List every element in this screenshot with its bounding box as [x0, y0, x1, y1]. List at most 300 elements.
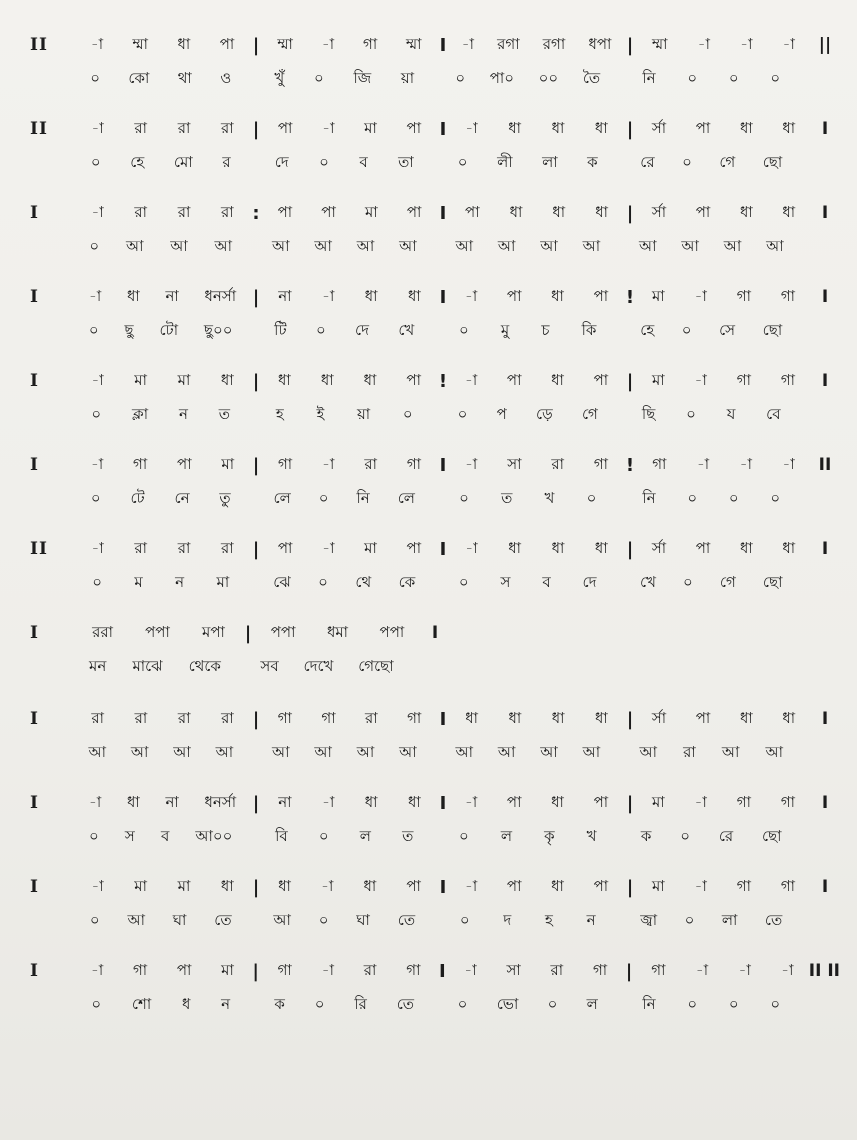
- lyric-syllable: ছি: [641, 404, 656, 423]
- lyric-syllable: গে: [719, 152, 736, 171]
- note: -া: [694, 286, 707, 305]
- lyric-group: [443, 235, 627, 260]
- stanza: [30, 616, 450, 684]
- lyric-syllable: কে: [398, 572, 416, 591]
- lyric-group: [443, 571, 627, 596]
- lyric-group: [76, 571, 260, 596]
- note: পা: [321, 202, 336, 221]
- lyric-syllable: তে: [397, 910, 416, 929]
- lyric-syllable: আ: [127, 910, 145, 929]
- lyric-syllable: জি: [353, 68, 372, 87]
- lyric-syllable: গে: [719, 572, 736, 591]
- lyric-syllable: আ: [125, 236, 144, 255]
- lyric-syllable: তে: [396, 994, 415, 1013]
- start-barline: II: [30, 539, 48, 559]
- note: পপা: [145, 622, 170, 641]
- note: রা: [134, 202, 148, 221]
- barline: I: [439, 286, 447, 308]
- note: রা: [177, 538, 191, 557]
- barline: |: [626, 876, 634, 898]
- notes-row: [30, 280, 840, 314]
- lyric-syllable: ০: [455, 68, 466, 87]
- lyrics-row: [30, 736, 840, 770]
- note: পা: [465, 202, 480, 221]
- measure: [637, 117, 810, 142]
- measure: [76, 117, 249, 142]
- lyric-syllable: আ: [214, 236, 233, 255]
- note: -া: [695, 960, 709, 979]
- note: ধা: [782, 538, 796, 557]
- note: গা: [780, 792, 796, 811]
- lyric-syllable: টে: [130, 488, 145, 507]
- note: -া: [694, 792, 707, 811]
- note: গা: [651, 960, 666, 979]
- measure: [637, 285, 810, 310]
- note: ধা: [739, 708, 753, 727]
- lyrics-row: [30, 230, 840, 264]
- lyric-syllable: আ: [273, 910, 291, 929]
- lyric-group: [443, 741, 627, 766]
- lyric-syllable: লে: [273, 488, 291, 507]
- note: পা: [695, 708, 711, 727]
- note: -া: [740, 34, 753, 53]
- note: পা: [593, 876, 609, 895]
- note: ম্মা: [652, 34, 668, 53]
- note: ধনর্সা: [204, 286, 237, 305]
- notes-row: [30, 112, 840, 146]
- lyric-syllable: ক: [587, 152, 598, 171]
- lyric-group: [76, 825, 260, 850]
- measure: [449, 959, 622, 984]
- note: রা: [551, 454, 564, 473]
- barline: I: [439, 538, 447, 560]
- lyric-syllable: হে: [130, 152, 145, 171]
- start-barline: I: [30, 793, 39, 813]
- note: পা: [593, 792, 609, 811]
- note: -া: [696, 454, 710, 473]
- lyric-syllable: হ: [275, 404, 284, 423]
- note: গা: [406, 960, 421, 979]
- stanza: [30, 532, 840, 600]
- note: ধা: [782, 118, 796, 137]
- lyrics-row: [30, 988, 840, 1022]
- lyric-syllable: ০: [314, 994, 325, 1013]
- lyric-syllable: ম: [134, 572, 143, 591]
- note: মা: [651, 792, 665, 811]
- start-barline: I: [30, 709, 39, 729]
- start-barline: I: [30, 623, 39, 643]
- note: সা: [506, 960, 521, 979]
- note: ধা: [126, 286, 140, 305]
- lyric-syllable: প: [496, 404, 507, 423]
- lyric-syllable: শো: [131, 994, 152, 1013]
- note: ধা: [739, 538, 753, 557]
- note: রা: [134, 538, 148, 557]
- note: -া: [694, 370, 707, 389]
- measure: [263, 453, 436, 478]
- note: পা: [593, 286, 609, 305]
- lyric-syllable: খ: [544, 488, 555, 507]
- measure: [76, 537, 249, 562]
- lyric-syllable: আ: [540, 236, 558, 255]
- note: গা: [277, 454, 293, 473]
- lyric-syllable: ০: [89, 910, 100, 929]
- lyric-syllable: র: [222, 152, 231, 171]
- barline: |: [252, 370, 260, 392]
- lyric-syllable: আ: [170, 236, 188, 255]
- note: ধা: [508, 538, 521, 557]
- lyric-syllable: ড়ে: [535, 404, 553, 423]
- lyric-syllable: ছু০০: [203, 320, 233, 339]
- end-barline: II: [818, 455, 832, 475]
- lyric-syllable: থেকে: [188, 656, 221, 675]
- note: ধা: [126, 792, 140, 811]
- note: পা: [506, 876, 522, 895]
- lyric-syllable: আ: [540, 742, 558, 761]
- lyric-syllable: আ: [582, 236, 601, 255]
- stanza: [30, 448, 840, 516]
- lyric-syllable: আ: [723, 236, 742, 255]
- lyric-syllable: টো: [159, 320, 179, 339]
- notes-row: [30, 786, 840, 820]
- note: গা: [132, 960, 148, 979]
- barline: |: [244, 622, 252, 644]
- lyric-syllable: ০: [687, 488, 698, 507]
- measure: [450, 201, 623, 226]
- note: ধা: [177, 34, 191, 53]
- note: -া: [91, 876, 104, 895]
- note: পা: [506, 792, 522, 811]
- lyric-group: [443, 67, 627, 92]
- note: ধা: [407, 792, 421, 811]
- lyric-syllable: তা: [398, 152, 414, 171]
- lyric-syllable: ০: [728, 994, 739, 1013]
- lyric-group: [627, 403, 811, 428]
- measure: [263, 791, 436, 816]
- lyric-syllable: ০০: [538, 68, 559, 87]
- lyric-syllable: ব: [542, 572, 551, 591]
- end-barline: I: [821, 371, 829, 391]
- lyric-syllable: ০: [680, 826, 690, 845]
- note: ধমা: [326, 622, 349, 641]
- notes-row: [30, 954, 840, 988]
- stanza: [30, 196, 840, 264]
- note: পা: [277, 538, 293, 557]
- lyric-syllable: আ: [638, 236, 657, 255]
- stanza: [30, 870, 840, 938]
- lyric-group: [260, 235, 444, 260]
- lyrics-row: [30, 650, 450, 684]
- lyric-syllable: আ: [130, 742, 149, 761]
- note: পা: [406, 876, 421, 895]
- note: ধা: [739, 202, 753, 221]
- note: ধা: [508, 708, 522, 727]
- note: -া: [782, 34, 795, 53]
- barline: |: [252, 118, 260, 140]
- note: র্সা: [651, 202, 667, 221]
- lyric-syllable: দে: [355, 320, 370, 339]
- lyric-syllable: হে: [640, 320, 655, 339]
- measure: [450, 707, 623, 732]
- note: -া: [321, 792, 335, 811]
- barline: |: [626, 370, 634, 392]
- note: গা: [277, 708, 292, 727]
- lyrics-row: [30, 482, 840, 516]
- lyric-syllable: দে: [274, 152, 289, 171]
- note: পা: [593, 370, 609, 389]
- lyric-syllable: ছু: [124, 320, 134, 339]
- lyric-syllable: দেখে: [303, 656, 334, 675]
- note: ধা: [220, 370, 234, 389]
- note: ধা: [363, 876, 377, 895]
- note: মা: [177, 370, 191, 389]
- note: গা: [406, 454, 422, 473]
- notes-row: [30, 616, 450, 650]
- note: গা: [736, 876, 751, 895]
- end-barline: I: [821, 287, 829, 307]
- note: ধা: [594, 118, 608, 137]
- lyric-syllable: টি: [274, 320, 287, 339]
- lyric-syllable: ল: [586, 994, 598, 1013]
- note: রা: [177, 708, 191, 727]
- stanza: [30, 702, 840, 770]
- barline: I: [439, 34, 447, 56]
- barline: I: [439, 792, 447, 814]
- note: মা: [177, 876, 191, 895]
- note: গা: [736, 792, 751, 811]
- lyric-syllable: হ: [544, 910, 553, 929]
- measure: [76, 453, 249, 478]
- note: গা: [736, 370, 751, 389]
- measure: [263, 537, 436, 562]
- note: ধা: [220, 876, 234, 895]
- lyric-syllable: ০: [90, 488, 101, 507]
- note: পা: [406, 202, 422, 221]
- note: ধা: [465, 708, 478, 727]
- measure: [76, 707, 249, 732]
- lyric-syllable: মাঝে: [132, 656, 163, 675]
- lyric-syllable: ন: [586, 910, 596, 929]
- measure: [637, 791, 810, 816]
- lyric-syllable: কো: [128, 68, 150, 87]
- note: ধা: [782, 708, 796, 727]
- note: গা: [363, 34, 378, 53]
- note: -া: [465, 538, 478, 557]
- note: ধা: [509, 202, 523, 221]
- end-barline: ||: [818, 35, 832, 55]
- lyric-syllable: দ: [503, 910, 512, 929]
- note: গা: [592, 960, 608, 979]
- lyric-syllable: রি: [354, 994, 367, 1013]
- barline: !: [438, 370, 448, 392]
- lyric-syllable: আ: [356, 742, 375, 761]
- note: রা: [221, 538, 234, 557]
- lyric-group: [260, 319, 444, 344]
- note: গা: [593, 454, 609, 473]
- lyric-syllable: ত: [501, 488, 513, 507]
- lyric-syllable: লে: [397, 488, 415, 507]
- lyric-syllable: আ০০: [195, 826, 233, 845]
- lyric-syllable: ০: [91, 994, 102, 1013]
- lyric-syllable: ০: [770, 68, 781, 87]
- note: -া: [782, 454, 795, 473]
- note: ধা: [551, 118, 565, 137]
- note: পা: [506, 286, 522, 305]
- note: পপা: [379, 622, 405, 641]
- lyric-syllable: ০: [728, 68, 739, 87]
- lyric-syllable: লা: [542, 152, 558, 171]
- lyric-syllable: ০: [318, 572, 328, 591]
- lyric-syllable: ০: [459, 826, 469, 845]
- note: -া: [464, 286, 478, 305]
- note: ধা: [782, 202, 796, 221]
- lyric-syllable: আ: [497, 742, 516, 761]
- barline: |: [625, 960, 633, 982]
- lyric-syllable: খ: [586, 826, 597, 845]
- lyrics-row: [30, 820, 840, 854]
- note: রগা: [497, 34, 520, 53]
- lyric-syllable: বে: [766, 404, 781, 423]
- lyric-syllable: ০: [318, 488, 329, 507]
- note: ধা: [278, 370, 291, 389]
- barline: |: [252, 876, 260, 898]
- lyric-group: [260, 909, 444, 934]
- lyric-group: [443, 319, 627, 344]
- note: ধা: [595, 202, 608, 221]
- lyrics-row: [30, 566, 840, 600]
- note: ধা: [551, 286, 564, 305]
- lyric-syllable: আ: [766, 236, 784, 255]
- lyric-syllable: ০: [683, 572, 693, 591]
- measure: [450, 875, 623, 900]
- lyric-syllable: ০: [547, 994, 558, 1013]
- lyric-syllable: জ্বা: [640, 910, 658, 929]
- lyric-syllable: য: [726, 404, 736, 423]
- note: -া: [321, 286, 335, 305]
- note: পা: [176, 960, 192, 979]
- note: -া: [91, 118, 104, 137]
- note: গা: [780, 286, 796, 305]
- note: -া: [464, 454, 478, 473]
- lyric-syllable: গে: [581, 404, 598, 423]
- end-barline: I: [821, 877, 829, 897]
- note: ধা: [594, 708, 608, 727]
- measure: [450, 285, 623, 310]
- lyric-syllable: ০: [459, 320, 469, 339]
- note: রা: [91, 708, 104, 727]
- lyric-group: [260, 487, 444, 512]
- note: -া: [91, 370, 104, 389]
- lyric-group: [76, 741, 260, 766]
- lyric-syllable: আ: [455, 742, 473, 761]
- stanza: [30, 112, 840, 180]
- note: -া: [91, 538, 104, 557]
- barline: |: [252, 538, 260, 560]
- note: মপা: [202, 622, 225, 641]
- measure: [76, 875, 249, 900]
- note: না: [278, 286, 292, 305]
- lyric-syllable: ক্লা: [132, 404, 149, 423]
- lyric-syllable: আ: [271, 742, 290, 761]
- note: -া: [321, 34, 335, 53]
- lyric-syllable: ঘা: [356, 910, 370, 929]
- lyric-syllable: রে: [718, 826, 734, 845]
- measure: [76, 959, 249, 984]
- note: -া: [322, 118, 335, 137]
- end-barline: I: [821, 793, 829, 813]
- note: রা: [177, 202, 191, 221]
- stanza: [30, 364, 840, 432]
- measure: [263, 875, 436, 900]
- lyric-syllable: আ: [314, 236, 332, 255]
- lyric-syllable: থে: [355, 572, 372, 591]
- lyric-syllable: তে: [764, 910, 783, 929]
- notes-row: [30, 532, 840, 566]
- note: রা: [134, 118, 148, 137]
- note: ধা: [364, 792, 378, 811]
- note: -া: [739, 454, 752, 473]
- lyric-group: [76, 993, 260, 1018]
- measure: [636, 959, 809, 984]
- lyric-syllable: ভো: [496, 994, 519, 1013]
- lyric-syllable: ০: [728, 488, 739, 507]
- lyric-group: [260, 403, 444, 428]
- lyric-syllable: ০: [90, 152, 101, 171]
- lyric-syllable: আ: [88, 742, 106, 761]
- lyric-syllable: রে: [640, 152, 655, 171]
- lyrics-row: [30, 146, 840, 180]
- lyric-group: [627, 571, 811, 596]
- stanza: [30, 954, 840, 1022]
- lyric-syllable: ০: [88, 320, 99, 339]
- lyric-group: [76, 67, 260, 92]
- note: পা: [277, 118, 293, 137]
- lyric-syllable: ঘা: [172, 910, 187, 929]
- lyric-syllable: ০: [457, 994, 468, 1013]
- measure: [637, 33, 810, 58]
- lyric-syllable: ০: [686, 404, 696, 423]
- note: ধা: [551, 876, 564, 895]
- lyric-syllable: ন: [175, 572, 185, 591]
- lyric-syllable: ল: [500, 826, 513, 845]
- note: পা: [506, 370, 522, 389]
- start-barline: I: [30, 203, 39, 223]
- note: -া: [90, 454, 104, 473]
- note: পা: [695, 538, 711, 557]
- measure: [637, 707, 810, 732]
- note: পা: [406, 538, 422, 557]
- lyric-syllable: ক: [274, 994, 285, 1013]
- start-barline: II: [30, 35, 48, 55]
- measure: [637, 201, 810, 226]
- lyric-syllable: ০: [402, 404, 413, 423]
- lyric-syllable: ০: [687, 68, 698, 87]
- lyric-group: [443, 151, 627, 176]
- note: গা: [780, 876, 796, 895]
- end-barline: I: [821, 119, 829, 139]
- lyric-group: [627, 151, 811, 176]
- lyric-syllable: স: [500, 572, 511, 591]
- lyric-syllable: মো: [173, 152, 193, 171]
- lyric-syllable: নি: [642, 488, 656, 507]
- stanza: [30, 28, 840, 96]
- lyric-syllable: তে: [214, 910, 232, 929]
- lyric-syllable: লা: [721, 910, 738, 929]
- lyric-group: [248, 655, 420, 680]
- lyric-syllable: আ: [356, 236, 375, 255]
- note: ধা: [739, 118, 753, 137]
- measure: [637, 537, 810, 562]
